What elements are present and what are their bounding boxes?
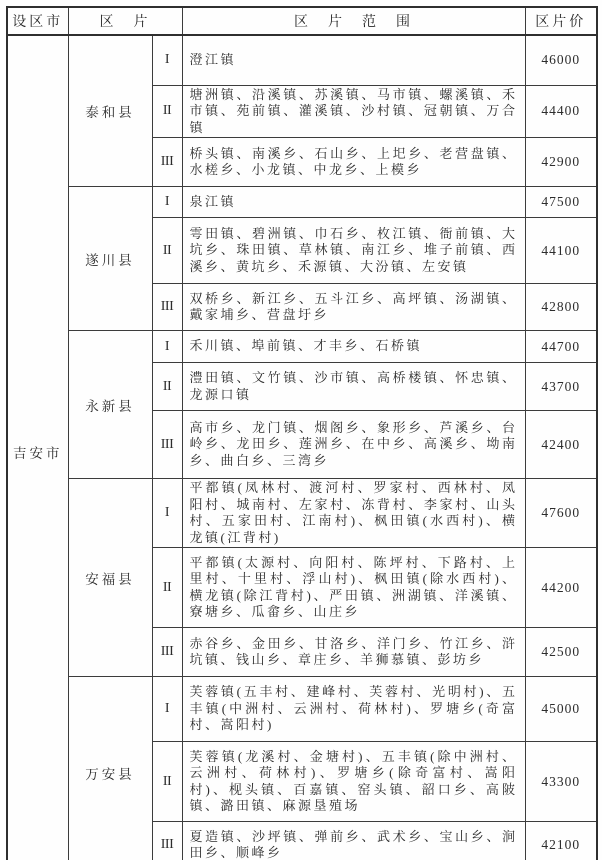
zone-numeral-cell: I — [152, 479, 182, 548]
zone-numeral-cell: III — [152, 138, 182, 187]
zone-numeral-cell: III — [152, 628, 182, 677]
zone-price-cell: 44700 — [525, 331, 597, 363]
zone-price-cell: 47600 — [525, 479, 597, 548]
zone-price-cell: 42500 — [525, 628, 597, 677]
zone-numeral-cell: I — [152, 677, 182, 742]
zone-numeral-cell: I — [152, 187, 182, 218]
zone-price-cell: 47500 — [525, 187, 597, 218]
zone-scope-cell: 高市乡、龙门镇、烟阁乡、象形乡、芦溪乡、台岭乡、龙田乡、莲洲乡、在中乡、高溪乡、坳南乡、曲白乡、三湾乡 — [182, 411, 525, 479]
zone-numeral-cell: I — [152, 35, 182, 85]
zone-price-cell: 44200 — [525, 548, 597, 628]
zone-price-cell: 45000 — [525, 677, 597, 742]
zone-scope-cell: 平都镇(凤林村、渡河村、罗家村、西林村、凤阳村、城南村、左家村、冻背村、李家村、山头村、五家田村、江南村)、枫田镇(水西村)、横龙镇(江背村) — [182, 479, 525, 548]
zone-scope-cell: 泉江镇 — [182, 187, 525, 218]
zone-price-table — [6, 6, 598, 860]
zone-scope-cell: 桥头镇、南溪乡、石山乡、上圯乡、老营盘镇、水槎乡、小龙镇、中龙乡、上模乡 — [182, 138, 525, 187]
city-cell: 吉安市 — [7, 35, 68, 860]
zone-price-cell: 44100 — [525, 218, 597, 284]
zone-scope-cell: 赤谷乡、金田乡、甘洛乡、洋门乡、竹江乡、浒坑镇、钱山乡、章庄乡、羊狮慕镇、彭坊乡 — [182, 628, 525, 677]
zone-price-cell: 42800 — [525, 284, 597, 331]
zone-numeral-cell: II — [152, 548, 182, 628]
zone-scope-cell: 夏造镇、沙坪镇、弹前乡、武术乡、宝山乡、涧田乡、顺峰乡 — [182, 822, 525, 860]
zone-row — [7, 677, 597, 742]
zone-price-cell: 42100 — [525, 822, 597, 860]
zone-numeral-cell: II — [152, 85, 182, 138]
zone-scope-cell: 芙蓉镇(五丰村、建峰村、芙蓉村、光明村)、五丰镇(中洲村、云洲村、荷林村)、罗塘乡(奇富村、嵩阳村) — [182, 677, 525, 742]
zone-numeral-cell: III — [152, 822, 182, 860]
zone-numeral-cell: III — [152, 411, 182, 479]
zone-numeral-cell: II — [152, 742, 182, 822]
zone-scope-cell: 澄江镇 — [182, 35, 525, 85]
zone-price-cell: 43300 — [525, 742, 597, 822]
zone-numeral-cell: III — [152, 284, 182, 331]
county-cell: 安福县 — [68, 479, 152, 677]
header-price-column: 区片价 — [525, 7, 597, 35]
zone-scope-cell: 雩田镇、碧洲镇、巾石乡、枚江镇、衙前镇、大坑乡、珠田镇、草林镇、南江乡、堆子前镇、西溪乡、黄坑乡、禾源镇、大汾镇、左安镇 — [182, 218, 525, 284]
zone-price-cell: 43700 — [525, 363, 597, 411]
header-zone-column: 区 片 — [68, 7, 182, 35]
zone-price-cell: 42900 — [525, 138, 597, 187]
zone-price-cell: 42400 — [525, 411, 597, 479]
header-scope-column: 区 片 范 围 — [182, 7, 525, 35]
zone-row — [7, 35, 597, 85]
zone-scope-cell: 澧田镇、文竹镇、沙市镇、高桥楼镇、怀忠镇、龙源口镇 — [182, 363, 525, 411]
zone-scope-cell: 禾川镇、埠前镇、才丰乡、石桥镇 — [182, 331, 525, 363]
zone-price-cell: 44400 — [525, 85, 597, 138]
county-cell: 永新县 — [68, 331, 152, 479]
zone-row — [7, 331, 597, 363]
zone-numeral-cell: II — [152, 218, 182, 284]
zone-scope-cell: 芙蓉镇(龙溪村、金塘村)、五丰镇(除中洲村、云洲村、荷林村)、罗塘乡(除奇富村、嵩阳村)、枧头镇、百嘉镇、窑头镇、韶口乡、高陂镇、潞田镇、麻源垦殖场 — [182, 742, 525, 822]
zone-row — [7, 479, 597, 548]
county-cell: 泰和县 — [68, 35, 152, 187]
zone-row — [7, 187, 597, 218]
table-header-row — [7, 7, 597, 35]
zone-scope-cell: 平都镇(太源村、向阳村、陈坪村、下路村、上里村、十里村、浮山村)、枫田镇(除水西村)、横龙镇(除江背村)、严田镇、洲湖镇、洋溪镇、寮塘乡、瓜畲乡、山庄乡 — [182, 548, 525, 628]
zone-numeral-cell: II — [152, 363, 182, 411]
zone-scope-cell: 塘洲镇、沿溪镇、苏溪镇、马市镇、螺溪镇、禾市镇、苑前镇、灌溪镇、沙村镇、冠朝镇、万合镇 — [182, 85, 525, 138]
county-cell: 遂川县 — [68, 187, 152, 331]
zone-price-cell: 46000 — [525, 35, 597, 85]
header-city-column: 设区市 — [7, 7, 68, 35]
zone-scope-cell: 双桥乡、新江乡、五斗江乡、高坪镇、汤湖镇、戴家埔乡、营盘圩乡 — [182, 284, 525, 331]
county-cell: 万安县 — [68, 677, 152, 860]
zone-numeral-cell: I — [152, 331, 182, 363]
